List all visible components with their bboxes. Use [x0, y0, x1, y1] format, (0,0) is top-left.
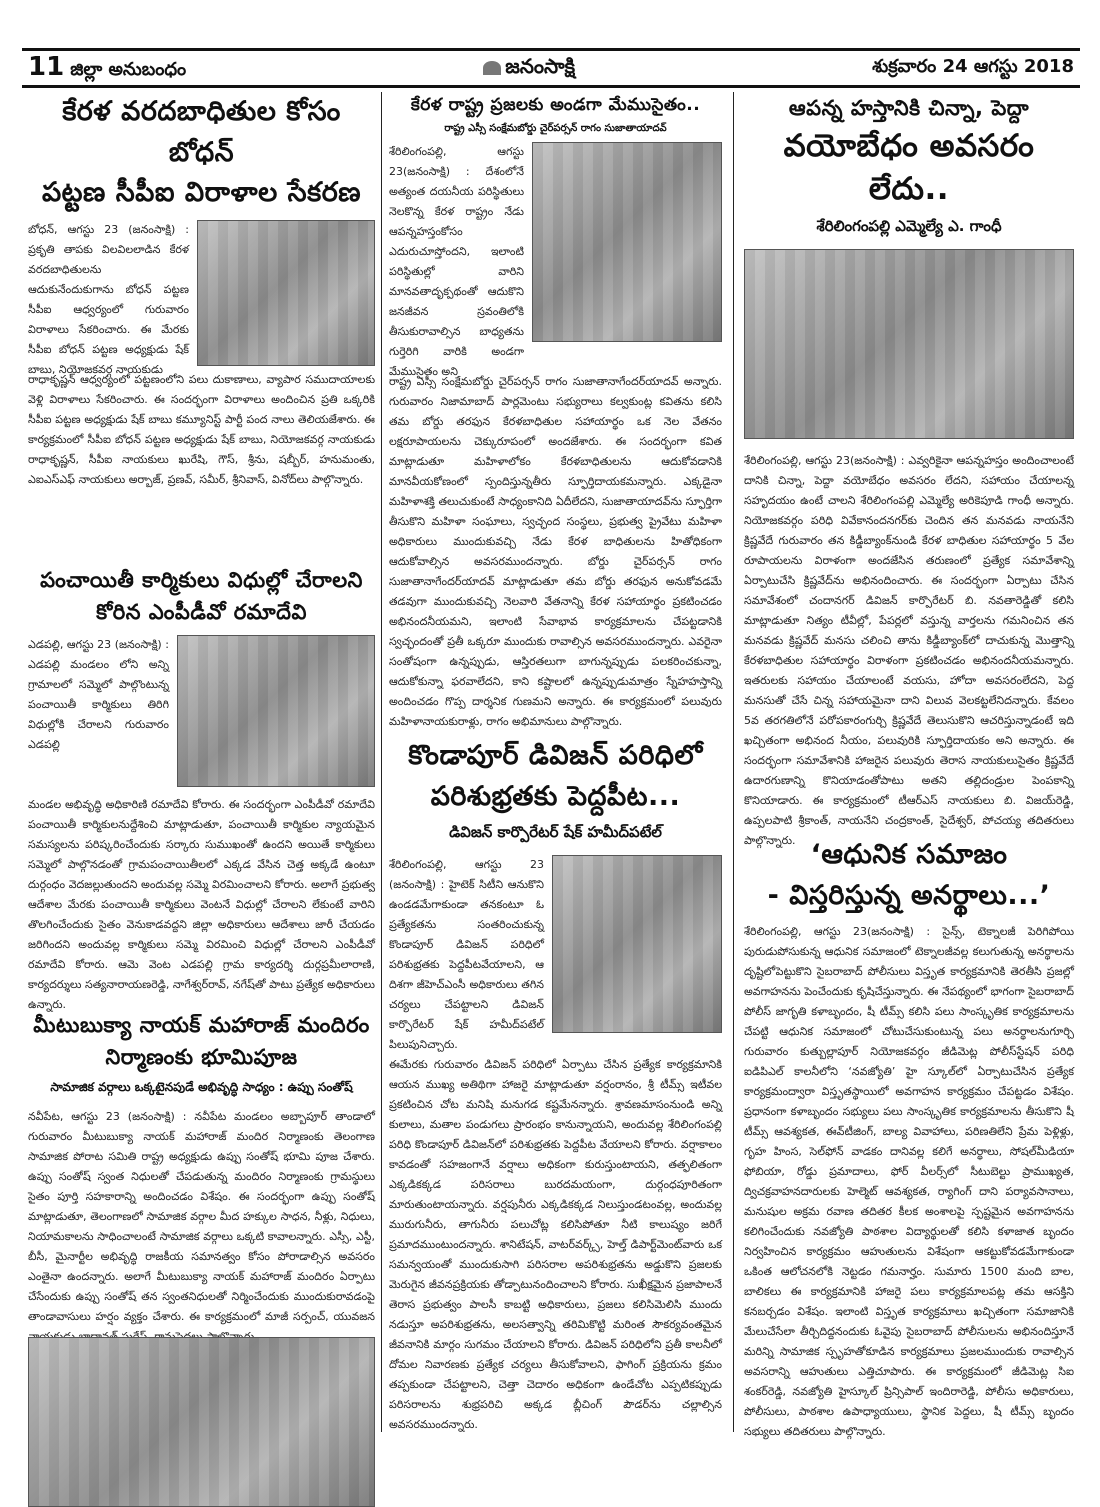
article-mla-gandhi: [744, 92, 1075, 848]
article-headline: పంచాయితీ కార్మికులు విధుల్లో చేరాలని కోరిన ఎంపీడీవో రమాదేవి: [40, 567, 363, 625]
article-subhead: సామాజిక వర్గాలు ఒక్కటైనపుడే అభివృద్ధి సాధ్యం : ఉప్పు సంతోష్: [50, 1079, 353, 1094]
article-headline: కేరళ రాష్ట్ర ప్రజలకు అండగా మేముసైతం..: [410, 95, 701, 115]
article-body: శేరిలింగంపల్లి, ఆగస్టు 23(జనంసాక్షి) : సైన్స్, టెక్నాలజీ పెరిగిపోయి పురుడుపోసుకున్న ఆధునిక సమాజంలో టెక్నాలజీవల్ల కలుగుతున్న అనర్థాలను దృష్టిలోపెట్టుకొని సైబరాబాద్ పోలీసులు విస్తృత కార్యక్రమానికి తెరతీసి ప్రజల్లో అవగాహనను పెంచేందుకు కృషిచేస్తున్నారు. ఈ నేపథ్యంలో భాగంగా సైబరాబాద్ పోలీస్ జాగృతి కళాబృందం, షీ టీమ్స్ కలిసి పలు సాంస్కృతిక కార్యక్రమాలను చేపట్టి ఆధునిక సమాజంలో చోటుచేసుకుంటున్న పలు అనర్థాలనుగూర్చి గురువారం కుత్బుల్లాపూర్ నియోజకవర్గం జీడిమెట్ల పోలీస్‌స్టేషన్ పరిధి ఐడిపిఎల్ కాలనీలోని ‘నవజ్యోతి’ హై స్కూల్‌లో ఏర్పాటుచేసిన ప్రత్యేక కార్యక్రమంద్వారా విస్తృతస్థాయిలో అవగాహన కార్యక్రమం చేపట్టడం విశేషం. ప్రధానంగా కళాబృందం సభ్యులు పలు సాంస్కృతిక కార్యక్రమాలను తీసుకొని షీ టీమ్స్ ఆవశ్యకత, ఈవ్‌టీజింగ్, బాల్య వివాహాలు, పరిణతిలేని ప్రేమ పెళ్లిళ్లు, గృహ హింస, సెల్‌ఫోన్ వాడకం దానివల్ల కలిగే అనర్థాలు, సోషల్‌మీడియా ఫోబియా, రోడ్డు ప్రమాదాలు, ఫోర్ వీలర్స్‌లో సీటుబెల్టు ప్రాముఖ్యత, ద్విచక్రవాహనదారులకు హెల్మెట్ ఆవశ్యకత, ర్యాగింగ్ దాని పర్యావసానాలు, మనుషుల అక్రమ రవాణ తదితర కీలక అంశాలపై స్పష్టమైన అవగాహనను కలిగించేందుకు నవజ్యోతి పాఠశాల విద్యార్థులతో కలిసి కళాజాత బృందం నిర్వహించిన కార్యక్రమం ఆహుతులను విశేషంగా ఆకట్టుకోవడమేగాకుండా ఒకింత ఆలోచనలోకి నెట్టడం గమనార్హం. సుమారు 1500 మంది బాల, బాలికలు ఈ కార్యక్రమానికి హాజరై పలు కార్యక్రమాలపట్ల తమ ఆసక్తిని కనబర్చడం విశేషం. ఇలాంటి విస్తృత కార్యక్రమాలు ఖచ్చితంగా సమాజానికి మేలుచేసేలా తీర్చిదిద్దనందుకు ఓవైపు సైబరాబాద్ పోలీసులను అభినందిస్తూనే మరిన్ని సామాజిక స్పృహతోకూడిన కార్యక్రమాలు ప్రజలముందుకు రావాల్సిన అవసరాన్ని ఆహుతులు ఎత్తిచూపారు. ఈ కార్యక్రమంలో జీడిమెట్ల సిఐ శంకర్‌రెడ్డి, నవజ్యోతి హైస్కూల్ ప్రిన్సిపాల్ ఇందిరారెడ్డి, పోలీసు అధికారులు, పోలీసులు, పాఠశాల ఉపాధ్యాయులు, స్థానిక పెద్దలు, షీ టీమ్స్ బృందం సభ్యులు తదితరులు పాల్గొన్నారు.: [744, 925, 1074, 1439]
header-left: [28, 52, 186, 84]
article-body: నవీపేట, ఆగస్టు 23 (జనంసాక్షి) : నవీపేట మండలం అబ్బాపూర్ తాండాలో గురువారం మీటుబుక్యా నాయక్ మహారాజ్ మందిర నిర్మాణంకు తెలంగాణ సామాజిక పోరాట సమితి రాష్ట్ర అధ్యక్షుడు ఉప్పు సంతోష్ భూమి పూజ చేశారు. ఉప్పు సంతోష్ స్వంత నిధులతో చేపడుతున్న మందిరం నిర్మాణంకు గ్రామస్థులు సైతం పూర్తి సహకారాన్ని అందించడం విశేషం. ఈ సందర్భంగా ఉప్పు సంతోష్ మాట్లాడుతూ, తెలంగాణలో సామాజిక వర్గాల మీద హక్కుల సాధన, నీళ్లు, నిధులు, నియామకాలను సాధించాలంటే సామాజిక వర్గాలు ఒక్కటి కావాలన్నారు. ఎస్సీ, ఎస్టీ, బీసీ, మైనార్టీల అభివృద్ధి రాజకీయ సమానత్వం కోసం పోరాడాల్సిన అవసరం ఎంతైనా ఉందన్నారు. అలాగే మీటుబుక్యా నాయక్ మహారాజ్ మందిరం ఏర్పాటు చేసేందుకు ఉప్పు సంతోష్ తన స్వంతనిధులతో నిర్మించేందుకు ముందుకురావడంపై తాండావాసులు హర్షం వ్యక్తం చేశారు. ఈ కార్యక్రమంలో మాజీ సర్పంచ్, యువజన: [28, 1109, 375, 1323]
article-body: రాధాకృష్ణన్ ఆధ్వర్యంలో పట్టణంలోని పలు దుకాణాలు, వ్యాపార సముదాయాలకు వెళ్లి విరాళాలు సేకరించారు. ఈ సందర్భంగా విరాళాలు అందించిన ప్రతి ఒక్కరికి సీపీఐ పట్టణ అధ్యక్షుడు షేక్ బాబు కమ్యూనిస్ట్ పార్టీ పంద నాలు తెలియజేశారు. ఈ కార్యక్రమంలో సీపీఐ బోధన్ పట్టణ అధ్యక్షుడు షేక్ బాబు, నియోజకవర్గ నాయకుడు రాధాకృష్ణన్, సీపీఐ నాయకులు ఖురేషి, గౌస్, శ్రీను, షబ్బీర్, హనుమంతు, ఎఐఎస్ఎఫ్ నాయకులు అర్బాజ్, ప్రణవ్, సమీర్, శ్రీనివాస్, వినోద్‌లు పాల్గొన్నారు.: [28, 372, 375, 486]
column-middle: [389, 92, 722, 1432]
article-lead: శేరిలింగంపల్లి, ఆగస్టు 23 (జనంసాక్షి) : హైటెక్ సిటీని ఆనుకొని ఉండడమేగాకుండా తనకంటూ ఓ ప్రత్యేకతను సంతరించుకున్న కొండాపూర్ డివిజన్ పరిధిలో పరిశుభ్రతకు పెద్దపీటవేయాలని, ఆ దిశగా జీహెచ్ఎంసీ అధికారులు తగిన చర్యలు చేపట్టాలని డివిజన్ కార్పొరేటర్ షేక్ హమీద్‌పటేల్ పిలుపునిచ్చారు.: [389, 858, 544, 1052]
article-panchayat-workers: [28, 564, 375, 1011]
issue-date: శుక్రవారం 24 ఆగస్టు 2018: [872, 55, 1074, 77]
article-modern-society: [744, 835, 1074, 1439]
column-divider: [381, 92, 382, 1432]
article-headline: ‘ఆధునిక సమాజం - విస్తరిస్తున్న అనర్థాలు...’: [767, 839, 1051, 911]
section-name: జిల్లా అనుబంధం: [70, 59, 187, 80]
column-right: [744, 92, 1075, 1439]
column-left: [28, 92, 375, 1507]
news-photo: [744, 249, 1074, 439]
article-subhead: రాష్ట్ర ఎస్సీ సంక్షేమబోర్డు చైర్‌పర్సన్ రాగం సుజాతాయాదవ్: [444, 123, 667, 135]
article-subhead: శేరిలింగంపల్లి ఎమ్మెల్యే ఎ. గాంధీ: [816, 217, 1002, 236]
article-lead: బోధన్, ఆగస్టు 23 (జనంసాక్షి) : ప్రకృతి తాపకు విలవిలలాడిన కేరళ వరదబాధితులను ఆదుకునేందుకుగాను బోధన్ పట్టణ సీపీఐ ఆధ్వర్యంలో గురువారం విరాళాలు సేకరించారు. ఈ మేరకు సీపీఐ బోధన్ పట్టణ అధ్యక్షుడు షేక్ బాబు, నియోజకవర్గ నాయకుడు: [28, 222, 189, 376]
article-body: మండల అభివృద్ధి అధికారిణి రమాదేవి కోరారు. ఈ సందర్భంగా ఎంపీడీవో రమాదేవి పంచాయితీ కార్మికులనుద్దేశించి మాట్లాడుతూ, పంచాయితీ కార్మికుల న్యాయమైన సమస్యలను పరిష్కరించేందుకు సర్కారు సుముఖంతో ఉందని అయితే కార్మికులు సమ్మెలో పాల్గొనడంతో గ్రామపంచాయితీలలో ఎక్కడ వేసిన చెత్త అక్కడే ఉంటూ దుర్గంధం వెదజల్లుతుందని అందువల్ల సమ్మె విరమించాలని కోరారు. అలాగే ప్రభుత్వ ఆదేశాల మేరకు పంచాయితీ కార్మికులు వెంటనే విధుల్లో చేరాలని లేకుంటే వారిని తొలగించేందుకు సైతం వెనుకాడవద్దని జిల్లా అధికారులు ఆదేశాలు జారీ చేయడం జరిగిందని అందువల్ల కార్మికులు సమ్మె విరమించి విధుల్లో చేరాలని ఎంపీడీవో రమాదేవి కోరారు. ఆమె వెంట ఎడపల్లి గ్రామ కార్యదర్శి దుర్గప్రమీలారాణి, కార్యదర్శులు సత్యనారాయణరెడ్డి, నాగేశ్వర్‌రావ్, నగేష్‌తో పాటు ప్రత్యేక అధికారులు ఉన్నారు.: [28, 797, 375, 1011]
article-headline: వయోబేధం అవసరం లేదు..: [783, 127, 1035, 207]
article-body: ఈమేరకు గురువారం డివిజన్ పరిధిలో ఏర్పాటు చేసిన ప్రత్యేక కార్యక్రమానికి ఆయన ముఖ్య అతిథిగా హాజరై మాట్లాడుతూ వర్షంరానం, శ్రీ టీమ్స్ ఇటీవల ప్రకటించిన చోట మనిషి మనుగడ కష్టమేనన్నారు. శ్రావణమాసంనుండి అన్ని కులాలు, మతాల పండుగలు ప్రారంభం కానున్నాయని, అందువల్ల శేరిలింగంపల్లి పరిధి కొండాపూర్ డివిజన్‌లో పరిశుభ్రతకు పెద్దపీట వేయాలని కోరారు. వర్షాకాలం కావడంతో సహజంగానే వర్షాలు అధికంగా కురుస్తుంటాయని, తత్ఫలితంగా ఎక్కడికక్కడ పరిసరాలు బురదమయంగా, దుర్గంధపూరితంగా మారుతుంటాయన్నారు. వర్షపునీరు ఎక్కడికక్కడ నిలుస్తుండటంవల్ల, అందువల్ల మురుగునీరు, తాగునీరు పలుచోట్ల కలిసిపోతూ నీటి కాలుష్యం జరిగే ప్రమాదముంటుందన్నారు. శానిటేషన్, వాటర్‌వర్క్స్, హెల్త్ డిపార్ట్‌మెంట్‌వారు ఒక సమన్వయంతో ముందుకుసాగి పరిసరాల అపరిశుభ్రతను అడ్డుకొని ప్రజలకు మెరుగైన జీవనప్రక్రియకు తోడ్పాటునందించాలని కోరారు. సుఖీక్షమైన ప్రజాపాలనే తెరాస ప్రభుత్వం పాలసీ కాబట్టి అధికారులు, ప్రజలు కలిసిమెలిసి ముందు నడుస్తూ అపరిశుభ్రతను, అలసత్వాన్ని తరిమికొట్టి మరింత సౌకర్యవంతమైన జీవనానికి మార్గం సుగమం చేయాలని కోరారు. డివిజన్ పరిధిలోని ప్రతీ కాలనీలో దోమల నివారణకు ప్రత్యేక చర్యలు తీసుకోవాలని, ఫాగింగ్ ప్రక్రియను క్రమం తప్పకుండా చేపట్టాలని, చెత్తా చెదారం అధికంగా ఉండేచోట ఎప్పటికప్పుడు పరిసరాలను శుభ్రపరిచి అక్కడ బ్లీచింగ్ పౌడర్‌ను చల్లాల్సిన అవసరముందన్నారు.: [389, 1058, 722, 1432]
article-sc-board-kerala: [389, 92, 722, 729]
news-photo: [197, 220, 375, 366]
article-lead: ఎడపల్లి, ఆగస్టు 23 (జనంసాక్షి) : ఎడపల్లి మండలం లోని అన్ని గ్రామాలలో సమ్మెలో పాల్గొంటున్న పంచాయితీ కార్మికులు తిరిగి విధుల్లోకి చేరాలని గురువారం ఎడపల్లి: [28, 637, 169, 751]
article-kondapur-cleanliness: [389, 736, 722, 1432]
news-photo: [532, 142, 722, 342]
masthead-title: జనంసాక్షి: [505, 53, 576, 78]
article-subhead: డివిజన్ కార్పొరేటర్ షేక్ హమీద్‌పటేల్: [449, 823, 662, 842]
article-lead: శేరిలింగంపల్లి, ఆగస్టు 23(జనంసాక్షి) : దేశంలోనే అత్యంత దయనీయ పరిస్థితులు నెలకొన్న కేరళ రాష్ట్రం నేడు ఆపన్నహస్తంకోసం ఎదురుచూస్తోందని, ఇలాంటి పరిస్థితుల్లో వారిని మానవతాదృక్పథంతో ఆదుకొని జనజీవన స్రవంతిలోకి తీసుకురావాల్సిన బాధ్యతను గుర్తెరిగి వారికి అండగా మేముసైతం అని: [389, 145, 524, 379]
article-headline: కొండాపూర్ డివిజన్ పరిధిలో పరిశుభ్రతకు పెద్దపీట...: [408, 740, 703, 812]
article-body: రాష్ట్ర ఎస్సీ సంక్షేమబోర్డు చైర్‌పర్సన్ రాగం సుజాతానాగేందర్‌యాదవ్ అన్నారు. గురువారం నిజామాబాద్ పార్లమెంటు సభ్యురాలు కల్వకుంట్ల కవితను కలిసి తమ బోర్డు తరఫున కేరళబాధితుల సహాయార్థం ఒక నెల వేతనం లక్షరూపాయలను చెక్కురూపంలో అందజేశారు. ఈ సందర్భంగా కవిత మాట్లాడుతూ మహిళాలోకం కేరళబాధితులను ఆదుకోవడానికి మానవీయకోణంలో స్పందిస్తున్నతీరు స్ఫూర్తిదాయకమన్నారు. ఎక్కడైనా మహిళాశక్తి తలుచుకుంటే సాధ్యంకానిది ఏదీలేదని, సుజాతాయాదవ్‌ను స్ఫూర్తిగా తీసుకొని మహిళా సంఘాలు, స్వచ్ఛంద సంస్థలు, ప్రభుత్వ ప్రైవేటు మహిళా అధికారులు ముందుకువచ్చి నేడు కేరళ బాధితులను హితోధికంగా ఆదుకోవాల్సిన అవసరముందన్నారు. బోర్డు చైర్‌పర్సన్ రాగం సుజాతానాగేందర్‌యాదవ్ మాట్లాడుతూ తమ బోర్డు తరఫున అనుకోవడమే తడవుగా ముందుకువచ్చి నెలవారి వేతనాన్ని కేరళ సహాయార్థం ప్రకటించడం అభినందనీయమని, ఇలాంటి సేవాభావ కార్యక్రమాలను చేపట్టడానికి స్వచ్ఛందంతో ప్రతీ ఒక్కరూ ముందుకు రావాల్సిన అవసరముందన్నారు. ఎవరైనా సంతోషంగా ఉన్నప్పుడు, ఆస్తిరతలుగా బాగున్నప్పుడు పలకరించకున్నా, ఆదుకోకున్నా ఫరవాలేదని, కాని కష్టాలలో ఉన్నప్పుడుమాత్రం స్నేహహస్తాన్ని అందించడం గొప్ప దార్శనిక గుణమని అన్నారు. ఈ కార్యక్రమంలో పలువురు మహిళానాయకురాళ్లు, రాగం అభిమానులు పాల్గొన్నారు.: [389, 375, 722, 729]
article-headline: కేరళ వరదబాధితుల కోసం బోధన్ పట్టణ సీపీఐ విరాళాల సేకరణ: [41, 96, 362, 208]
page-header: [22, 48, 1080, 88]
masthead-logo-icon: [483, 61, 501, 75]
news-photo: [177, 635, 375, 787]
article-cpi-kerala-relief: [28, 92, 375, 550]
article-temple-foundation: [28, 1009, 375, 1507]
column-divider: [733, 92, 734, 1432]
news-photo: [552, 855, 722, 1033]
article-headline: మీటుబుక్యా నాయక్ మహారాజ్ మందిరం నిర్మాణంకు భూమిపూజ: [33, 1012, 370, 1070]
article-kicker: ఆపన్న హస్తానికి చిన్నా, పెద్దా: [788, 96, 1030, 120]
masthead: [483, 54, 575, 83]
page-number: 11: [28, 52, 65, 82]
article-body: శేరిలింగంపల్లి, ఆగస్టు 23(జనంసాక్షి) : ఎవ్వరికైనా ఆపన్నహస్తం అందించాలంటే దానికి చిన్నా, పెద్దా వయోబేధం అవసరం లేదని, సహాయం చేయాలన్న సహృదయం ఉంటే చాలని శేరిలింగంపల్లి ఎమ్మెల్యే అరికెపూడి గాంధీ అన్నారు. నియోజకవర్గం పరిధి వివేకానందనగర్‌కు చెందిన తన మనవడు నాయనేని క్రిష్ణవేదే గురువారం తన కిడ్డీబ్యాంక్‌నుండి కేరళ బాధితుల సహాయార్థం 5 వేల రూపాయలను విరాళంగా అందజేసిన తరుణంలో ప్రత్యేక సమావేశాన్ని ఏర్పాటుచేసి క్రిష్ణవేద్‌ను అభినందించారు. ఈ సందర్భంగా ఏర్పాటు చేసిన సమావేశంలో చందానగర్ డివిజన్ కార్పొరేటర్ బి. నవతారెడ్డితో కలిసి మాట్లాడుతూ నిత్యం టీవీల్లో, పేపర్లలో వస్తున్న వార్తలను గమనించిన తన మనవడు క్రిష్ణవేద్ మనసు చలించి తాను కిడ్డీబ్యాంక్‌లో దాచుకున్న మొత్తాన్ని కేరళబాధితుల సహాయార్థం విరాళంగా ప్రకటించడం అభినందనీయమన్నారు. ఇతరులకు సహాయం చేయాలంటే వయసు, హోదా అవసరంలేదని, పెద్ద మనసుతో చేసే చిన్న సహాయమైనా దాని విలువ వెలకట్టలేనిదన్నారు. కేవలం 5వ తరగతిలోనే పరోపకారంగుర్చి క్రిష్ణవేదే తెలుసుకొని ఆచరిస్తున్నాడంటే ఇది ఖచ్చితంగా అభినంద నీయం, పలువురికి స్ఫూర్తిదాయకం అని అన్నారు. ఈ సందర్భంగా సమావేశానికి హాజరైన పలువురు తెరాస నాయకులుసైతం క్రిష్ణవేదే ఉదారగుణాన్ని కొనియాడంతోపాటు అతని తల్లిదండ్రుల పెంపకాన్ని కొనియాడారు. ఈ కార్యక్రమంలో టీఆర్ఎస్ నాయకులు బి. విజయ్‌రెడ్డి, ఉప్పలపాటి శ్రీకాంత్, నాయనేని చంద్రకాంత్, సైదేశ్వర్, పోచయ్య తదితరులు పాల్గొన్నారు.: [744, 454, 1075, 848]
news-photo: [28, 1337, 375, 1507]
